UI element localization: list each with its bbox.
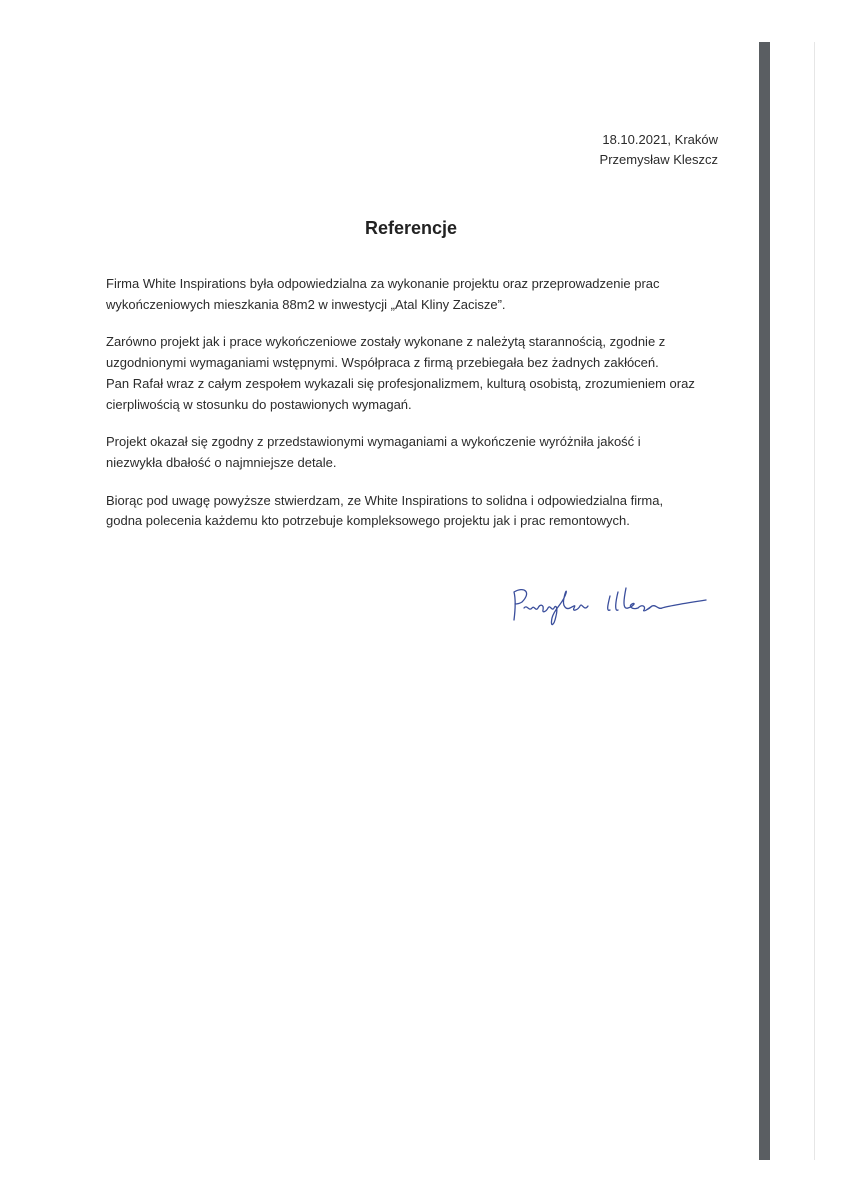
- scan-edge-shadow: [759, 42, 770, 1160]
- scan-edge-line: [814, 42, 815, 1160]
- text-line: wykończeniowych mieszkania 88m2 w inwestycji „Atal Kliny Zacisze”.: [106, 296, 506, 312]
- date-place: 18.10.2021, Kraków: [602, 132, 718, 147]
- paragraph: [106, 332, 746, 415]
- text-line: Projekt okazał się zgodny z przedstawionymi wymaganiami a wykończenie wyróżniła jakość i: [106, 434, 641, 450]
- document-title: Referencje: [364, 218, 458, 238]
- paragraph: [106, 274, 746, 315]
- handwritten-signature: [510, 578, 710, 638]
- paragraph: [106, 491, 746, 532]
- text-line: Pan Rafał wraz z całym zespołem wykazali się profesjonalizmem, kulturą osobistą, zrozumieniem oraz: [106, 375, 695, 391]
- letter-body: [106, 274, 746, 549]
- text-line: uzgodnionymi wymaganiami wstępnymi. Współpraca z firmą przebiegała bez żadnych zakłóceń.: [106, 355, 659, 371]
- letter-header: [600, 130, 718, 170]
- text-line: Firma White Inspirations była odpowiedzialna za wykonanie projektu oraz przeprowadzenie prac: [106, 276, 660, 291]
- paragraph: [106, 432, 746, 473]
- text-line: niezwykła dbałość o najmniejsze detale.: [106, 454, 337, 470]
- text-line: Biorąc pod uwagę powyższe stwierdzam, ze White Inspirations to solidna i odpowiedzialna firma,: [106, 492, 664, 508]
- author-name: Przemysław Kleszcz: [599, 152, 718, 167]
- text-line: cierpliwością w stosunku do postawionych wymagań.: [106, 396, 412, 412]
- text-line: Zarówno projekt jak i prace wykończeniowe zostały wykonane z należytą starannością, zgodnie z: [106, 334, 666, 350]
- text-line: godna polecenia każdemu kto potrzebuje kompleksowego projektu jak i prac remontowych.: [106, 513, 630, 529]
